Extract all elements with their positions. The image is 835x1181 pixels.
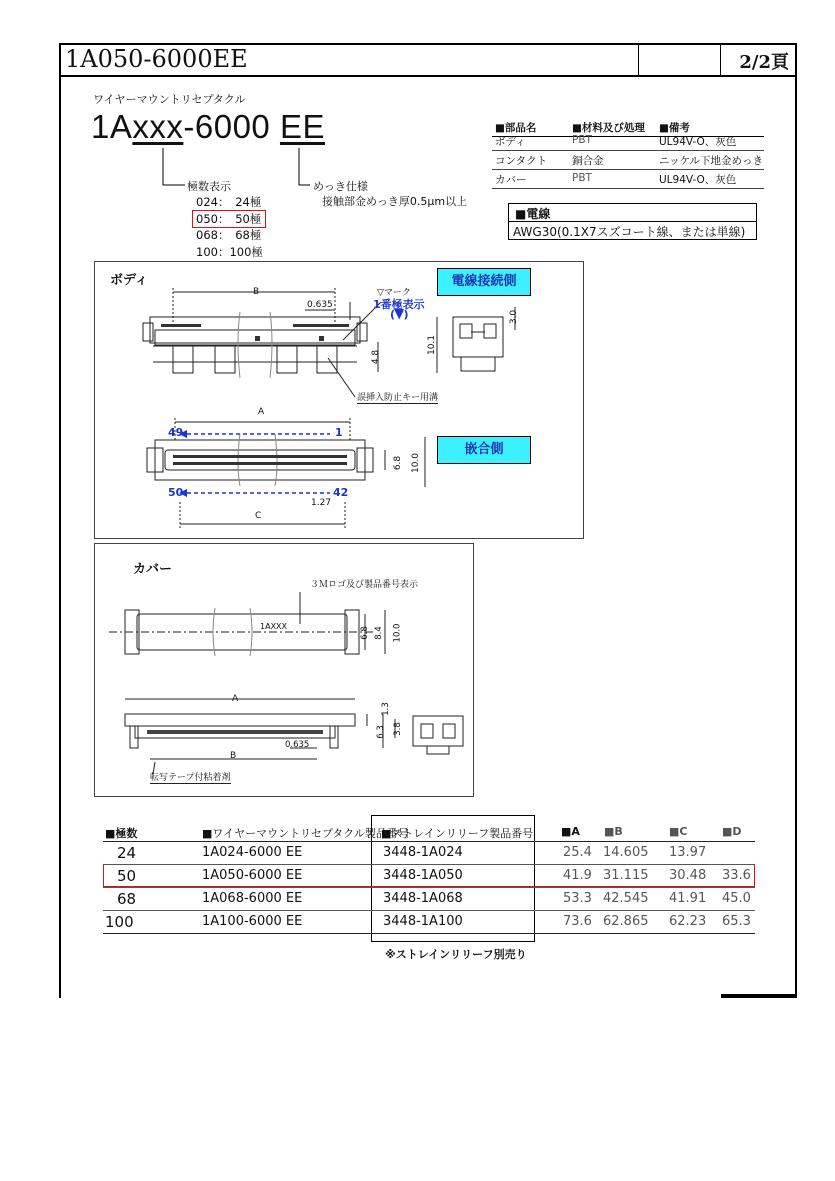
pin-50-label: 50 [168, 486, 184, 499]
dim-6-3: 6.3 [375, 725, 386, 739]
dim-3-8: 3.8 [392, 722, 403, 736]
code-poles: xxx [132, 108, 184, 145]
document-title: 1A050-6000EE [65, 45, 248, 73]
row-B: 62.865 [603, 914, 649, 929]
materials-cell: 銅合金 [572, 155, 604, 167]
part-marking: 1AXXX [260, 622, 288, 631]
dim-10-0: 10.0 [411, 452, 422, 474]
dim-A: A [258, 407, 265, 417]
materials-cell: UL94V-O、灰色 [659, 136, 737, 148]
row-poles: 68 [117, 890, 137, 908]
row-receptacle: 1A050-6000 EE [202, 868, 303, 883]
plating-label: めっき仕様 [313, 180, 368, 193]
materials-header-notes: ■備考 [659, 122, 690, 134]
pin1-mark: (▼) [390, 308, 409, 321]
materials-row [492, 150, 764, 170]
mating-side-callout: 嵌合側 [437, 436, 531, 464]
materials-cell: PBT [572, 172, 592, 184]
pole-item: 068： 68極 [196, 228, 262, 242]
row-receptacle: 1A024-6000 EE [202, 845, 303, 860]
col-header-D: ■D [722, 825, 742, 838]
row-strain-relief: 3448-1A100 [383, 914, 463, 929]
materials-cell: カバー [495, 174, 527, 186]
row-poles: 100 [105, 913, 134, 931]
row-strain-relief: 3448-1A050 [383, 868, 463, 883]
materials-cell: ニッケル下地金めっき [659, 155, 763, 167]
dim-A: A [232, 694, 239, 704]
code-suffix: EE [279, 108, 325, 145]
pin-1-label: 1 [335, 426, 343, 439]
logo-label: ３Ｍロゴ及び製品番号表示 [310, 580, 419, 590]
col-header-C: ■C [669, 825, 688, 838]
row-C: 62.23 [669, 914, 707, 929]
frame-bottom-bar [721, 994, 797, 998]
wire-spec: AWG30(0.1X7スズコート線、または単線) [513, 225, 746, 239]
row-poles: 50 [117, 867, 137, 885]
wire-header: ■電線 [515, 207, 551, 221]
key-groove-label: 誤挿入防止キー用溝 [357, 390, 438, 404]
blank-cell [639, 43, 721, 75]
row-B: 31.115 [603, 868, 649, 883]
row-C: 41.91 [669, 891, 707, 906]
pin1-label: 1番極表示 [373, 298, 425, 311]
materials-cell: ボディ [495, 136, 526, 148]
materials-header-material: ■材料及び処理 [572, 122, 645, 134]
dim-B: B [230, 751, 237, 761]
materials-row [492, 169, 764, 189]
row-strain-relief: 3448-1A024 [383, 845, 463, 860]
row-divider [103, 910, 755, 911]
pole-list [196, 194, 265, 260]
materials-cell: UL94V-O、灰色 [659, 174, 737, 186]
row-receptacle: 1A068-6000 EE [202, 891, 303, 906]
wire-spec-box [508, 203, 757, 240]
materials-cell: コンタクト [495, 155, 548, 167]
col-header-poles: ■極数 [105, 827, 138, 840]
tape-label: 転写テープ付粘着剤 [150, 770, 231, 784]
col-header-receptacle: ■ワイヤーマウントリセプタクル製品番号 [202, 827, 409, 840]
dim-8-4: 8.4 [373, 626, 384, 640]
col-header-B: ■B [604, 825, 623, 838]
table-header-line [103, 841, 755, 842]
pole-item: 024： 24極 [196, 195, 262, 209]
body-drawing-panel [94, 261, 584, 539]
row-poles: 24 [117, 844, 137, 862]
dim-4-8: 4.8 [371, 349, 382, 365]
row-B: 14.605 [603, 845, 649, 860]
dim-pitch: 0.635 [307, 300, 333, 310]
materials-row [492, 131, 764, 151]
row-C: 13.97 [669, 845, 707, 860]
product-subtitle: ワイヤーマウントリセプタクル [93, 93, 246, 106]
row-strain-relief: 3448-1A068 [383, 891, 463, 906]
cover-title: カバー [133, 562, 173, 577]
dim-10-1: 10.1 [427, 334, 438, 356]
dim-1-27: 1.27 [311, 498, 332, 508]
dim-10-0: 10.0 [392, 623, 403, 643]
code-middle: -6000 [183, 108, 280, 145]
cover-drawing-panel [94, 543, 474, 797]
table-bottom-line [103, 933, 755, 934]
row-D: 33.6 [722, 868, 751, 883]
row-A: 41.9 [563, 868, 592, 883]
materials-header-part: ■部品名 [495, 122, 537, 134]
row-divider [103, 864, 755, 865]
materials-cell: PBT [572, 134, 592, 146]
pole-item-selected: 050： 50極 [193, 211, 265, 228]
col-header-strain-relief: ■ストレインリリーフ製品番号 [381, 827, 534, 840]
col-header-A: ■A [561, 825, 580, 838]
product-code [91, 108, 325, 146]
page-cell [721, 43, 797, 75]
pin-42-label: 42 [333, 486, 349, 499]
plating-spec: 接触部金めっき厚0.5μm以上 [322, 195, 468, 208]
row-receptacle: 1A100-6000 EE [202, 914, 303, 929]
dim-6-8: 6.8 [393, 455, 404, 471]
row-D: 65.3 [722, 914, 751, 929]
row-divider [103, 887, 755, 888]
body-title: ボディ [110, 273, 148, 288]
wire-side-callout: 電線接続側 [437, 268, 531, 296]
mark-label: ▽マーク [377, 288, 411, 298]
dim-pitch: 0.635 [285, 740, 310, 750]
dim-1-3: 1.3 [380, 702, 391, 716]
row-A: 25.4 [563, 845, 592, 860]
title-cell [59, 43, 639, 75]
dim-3-0: 3.0 [509, 309, 520, 325]
page-number: 2/2頁 [739, 52, 789, 73]
dim-C: C [255, 511, 262, 521]
row-C: 30.48 [669, 868, 707, 883]
dim-6-8: 6.8 [359, 626, 370, 640]
row-A: 73.6 [563, 914, 592, 929]
pin-49-label: 49 [168, 426, 184, 439]
pole-item: 100：100極 [196, 244, 263, 259]
pole-label: 極数表示 [187, 180, 231, 193]
code-leaders [150, 148, 330, 190]
row-B: 42.545 [603, 891, 649, 906]
code-prefix: 1A [91, 108, 133, 145]
dim-B: B [253, 287, 260, 297]
table-note: ※ストレインリリーフ別売り [385, 948, 527, 961]
row-A: 53.3 [563, 891, 592, 906]
title-block [59, 43, 797, 77]
row-D: 45.0 [722, 891, 751, 906]
